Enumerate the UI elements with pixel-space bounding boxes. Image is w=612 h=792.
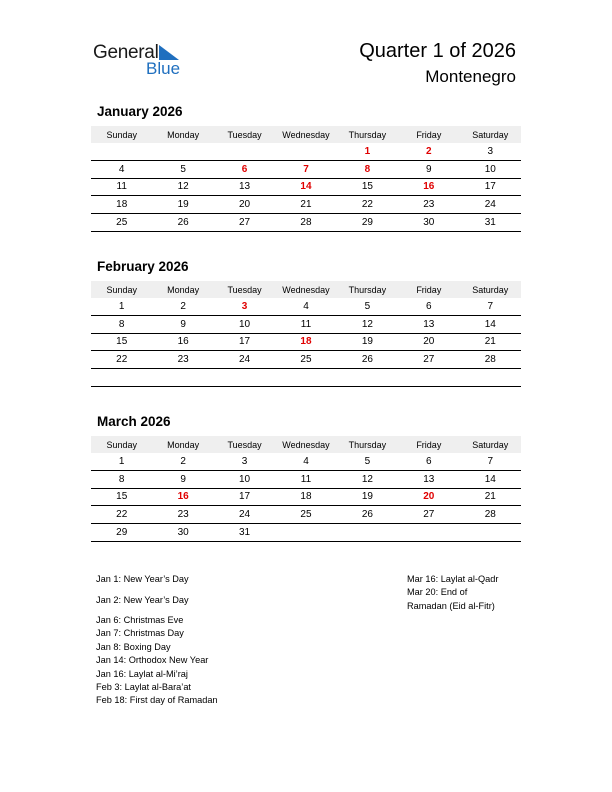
week-row: [91, 488, 521, 506]
day-cell: 8: [91, 315, 152, 333]
day-cell: 17: [460, 178, 521, 196]
holiday-note: Jan 1: New Year’s Day: [96, 574, 189, 584]
day-cell: 12: [337, 470, 398, 488]
generalblue-logo: [93, 42, 193, 82]
weekday-header: Friday: [398, 436, 459, 453]
day-cell: [460, 524, 521, 542]
day-cell: 5: [337, 453, 398, 470]
weekday-header: Saturday: [460, 436, 521, 453]
week-row: [91, 160, 521, 178]
weekday-header: Thursday: [337, 436, 398, 453]
day-cell: 1: [91, 453, 152, 470]
day-cell: 30: [398, 214, 459, 232]
day-cell: [275, 524, 336, 542]
weekday-header: Tuesday: [214, 126, 275, 143]
holiday-note: Jan 14: Orthodox New Year: [96, 655, 209, 666]
day-cell: 4: [275, 453, 336, 470]
weekday-header: Monday: [152, 126, 213, 143]
day-cell: 28: [460, 351, 521, 369]
day-cell: 6: [398, 453, 459, 470]
week-row: [91, 524, 521, 542]
day-cell: [91, 369, 152, 387]
day-cell: 25: [275, 506, 336, 524]
day-cell: 31: [460, 214, 521, 232]
country-name: Montenegro: [425, 67, 516, 86]
day-cell: 19: [337, 488, 398, 506]
day-cell: [337, 524, 398, 542]
holiday-note: Jan 16: Laylat al-Mi’raj: [96, 668, 188, 679]
weekday-header: Tuesday: [214, 436, 275, 453]
day-cell: 13: [214, 178, 275, 196]
day-cell: 22: [91, 506, 152, 524]
week-row: [91, 333, 521, 351]
weekday-header: Friday: [398, 126, 459, 143]
holiday-day-cell: 20: [398, 488, 459, 506]
holiday-note: Feb 18: First day of Ramadan: [96, 695, 218, 706]
holiday-note: Mar 20: End of: [407, 587, 468, 598]
day-cell: 10: [214, 315, 275, 333]
holiday-note: Ramadan (Eid al-Fitr): [407, 600, 495, 611]
calendar-table: [91, 436, 521, 542]
day-cell: 13: [398, 470, 459, 488]
day-cell: 2: [152, 453, 213, 470]
weekday-header: Sunday: [91, 281, 152, 298]
day-cell: 20: [214, 196, 275, 214]
month-february: [91, 259, 521, 387]
day-cell: 24: [460, 196, 521, 214]
day-cell: 19: [152, 196, 213, 214]
day-cell: 13: [398, 315, 459, 333]
day-cell: 30: [152, 524, 213, 542]
weekday-header: Saturday: [460, 281, 521, 298]
day-cell: 2: [152, 298, 213, 315]
day-cell: 15: [91, 333, 152, 351]
day-cell: 28: [460, 506, 521, 524]
day-cell: 26: [152, 214, 213, 232]
day-cell: 14: [460, 470, 521, 488]
day-cell: 28: [275, 214, 336, 232]
day-cell: 29: [337, 214, 398, 232]
day-cell: 5: [337, 298, 398, 315]
holiday-note: Jan 8: Boxing Day: [96, 641, 171, 652]
day-cell: 15: [91, 488, 152, 506]
holiday-day-cell: 3: [214, 298, 275, 315]
week-row: [91, 315, 521, 333]
day-cell: [152, 369, 213, 387]
calendar-table: [91, 281, 521, 387]
holiday-note: Feb 3: Laylat al-Bara’at: [96, 682, 191, 693]
week-row: [91, 453, 521, 470]
day-cell: 23: [152, 506, 213, 524]
page-title: Quarter 1 of 2026: [359, 40, 516, 62]
holiday-notes-left: [96, 614, 218, 708]
day-cell: 25: [275, 351, 336, 369]
day-cell: 18: [91, 196, 152, 214]
day-cell: 5: [152, 160, 213, 178]
day-cell: 26: [337, 351, 398, 369]
week-row: [91, 143, 521, 160]
holiday-day-cell: 8: [337, 160, 398, 178]
day-cell: 7: [460, 298, 521, 315]
day-cell: 21: [460, 488, 521, 506]
logo-general-text: General: [93, 42, 159, 63]
month-title: January 2026: [97, 104, 183, 119]
day-cell: [460, 369, 521, 387]
day-cell: [398, 369, 459, 387]
day-cell: 25: [91, 214, 152, 232]
day-cell: 22: [91, 351, 152, 369]
day-cell: 26: [337, 506, 398, 524]
day-cell: 27: [398, 351, 459, 369]
weekday-header: Wednesday: [275, 436, 336, 453]
day-cell: 11: [91, 178, 152, 196]
day-cell: 19: [337, 333, 398, 351]
day-cell: 17: [214, 488, 275, 506]
holiday-note: Jan 6: Christmas Eve: [96, 615, 184, 625]
day-cell: 7: [460, 453, 521, 470]
day-cell: 12: [337, 315, 398, 333]
day-cell: 23: [398, 196, 459, 214]
day-cell: 27: [398, 506, 459, 524]
week-row: [91, 196, 521, 214]
weekday-header: Sunday: [91, 436, 152, 453]
holiday-note: Mar 16: Laylat al-Qadr: [407, 574, 499, 584]
day-cell: 6: [398, 298, 459, 315]
day-cell: 17: [214, 333, 275, 351]
day-cell: 4: [275, 298, 336, 315]
weekday-header: Saturday: [460, 126, 521, 143]
holiday-note: Jan 2: New Year’s Day: [96, 595, 189, 606]
week-row: [91, 214, 521, 232]
holiday-note: Jan 7: Christmas Day: [96, 628, 184, 639]
weekday-header: Monday: [152, 436, 213, 453]
day-cell: 11: [275, 470, 336, 488]
day-cell: 24: [214, 351, 275, 369]
weekday-header: Wednesday: [275, 126, 336, 143]
weekday-header: Friday: [398, 281, 459, 298]
holiday-notes-top: [96, 573, 189, 608]
holiday-day-cell: 2: [398, 143, 459, 160]
month-title: February 2026: [97, 259, 189, 274]
week-row: [91, 351, 521, 369]
day-cell: 15: [337, 178, 398, 196]
holiday-day-cell: 6: [214, 160, 275, 178]
weekday-header: Sunday: [91, 126, 152, 143]
day-cell: 8: [91, 470, 152, 488]
logo-blue-text: Blue: [146, 59, 181, 78]
day-cell: 10: [214, 470, 275, 488]
day-cell: 3: [214, 453, 275, 470]
weekday-header: Thursday: [337, 281, 398, 298]
holiday-day-cell: 7: [275, 160, 336, 178]
day-cell: 21: [460, 333, 521, 351]
day-cell: 20: [398, 333, 459, 351]
holiday-day-cell: 18: [275, 333, 336, 351]
month-march: [91, 414, 521, 542]
week-row: [91, 506, 521, 524]
day-cell: 3: [460, 143, 521, 160]
day-cell: [214, 369, 275, 387]
day-cell: [275, 369, 336, 387]
day-cell: 1: [91, 298, 152, 315]
month-title: March 2026: [97, 414, 171, 429]
holiday-day-cell: 16: [398, 178, 459, 196]
day-cell: 23: [152, 351, 213, 369]
day-cell: 21: [275, 196, 336, 214]
logo-triangle-icon: [159, 45, 179, 60]
day-cell: 14: [460, 315, 521, 333]
holiday-day-cell: 14: [275, 178, 336, 196]
month-january: [91, 104, 521, 232]
day-cell: [214, 143, 275, 160]
day-cell: 9: [398, 160, 459, 178]
day-cell: 4: [91, 160, 152, 178]
holiday-day-cell: 1: [337, 143, 398, 160]
day-cell: [152, 143, 213, 160]
day-cell: 31: [214, 524, 275, 542]
day-cell: 16: [152, 333, 213, 351]
day-cell: [337, 369, 398, 387]
weekday-header: Wednesday: [275, 281, 336, 298]
day-cell: 11: [275, 315, 336, 333]
week-row: [91, 178, 521, 196]
weekday-header: Thursday: [337, 126, 398, 143]
day-cell: 10: [460, 160, 521, 178]
day-cell: 22: [337, 196, 398, 214]
day-cell: 9: [152, 470, 213, 488]
day-cell: [398, 524, 459, 542]
calendar-table: [91, 126, 521, 232]
day-cell: 29: [91, 524, 152, 542]
week-row: [91, 470, 521, 488]
day-cell: 9: [152, 315, 213, 333]
holiday-day-cell: 16: [152, 488, 213, 506]
week-row: [91, 369, 521, 387]
day-cell: 27: [214, 214, 275, 232]
day-cell: [91, 143, 152, 160]
weekday-header: Tuesday: [214, 281, 275, 298]
day-cell: 12: [152, 178, 213, 196]
weekday-header: Monday: [152, 281, 213, 298]
day-cell: [275, 143, 336, 160]
day-cell: 24: [214, 506, 275, 524]
week-row: [91, 298, 521, 315]
holiday-notes-right: [407, 573, 498, 613]
day-cell: 18: [275, 488, 336, 506]
